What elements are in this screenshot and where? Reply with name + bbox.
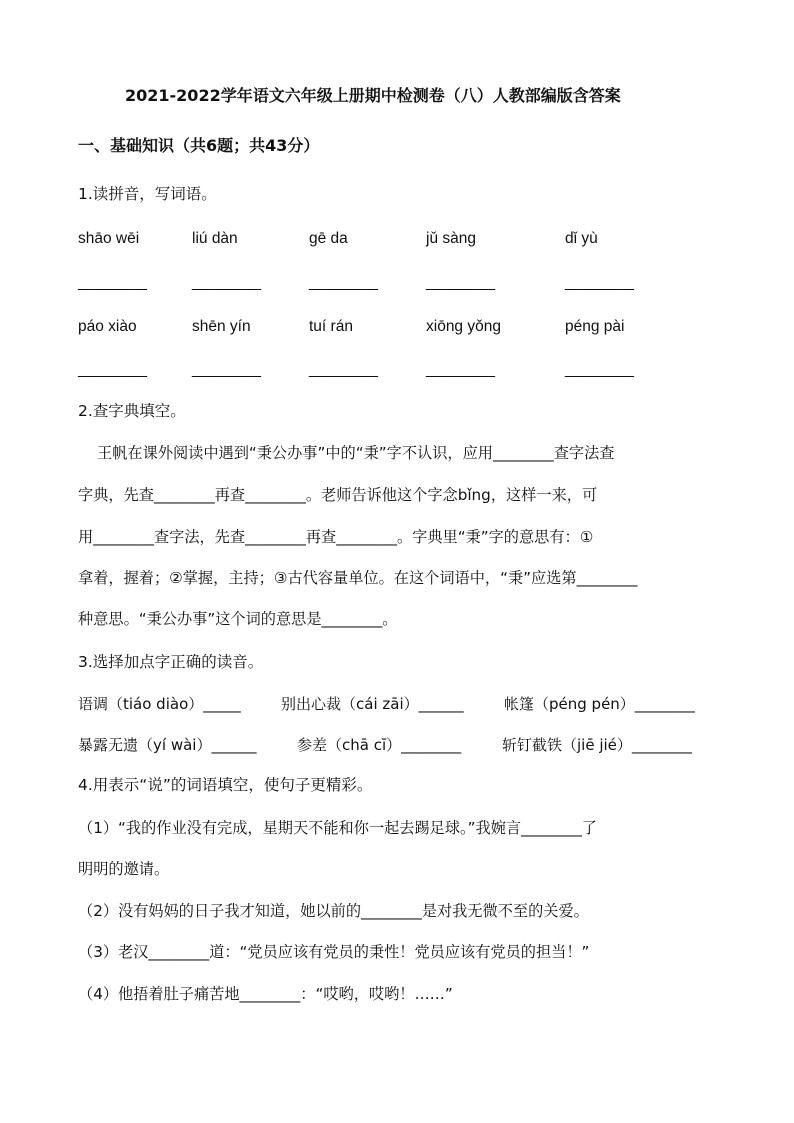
answer-blank[interactable]: ________ bbox=[565, 274, 634, 291]
sentence-line: （4）他捂着肚子痛苦地________：“哎哟，哎哟！……” bbox=[78, 985, 453, 1003]
answer-blank[interactable]: ________ bbox=[78, 274, 147, 291]
section-heading: 一、基础知识（共6题；共43分） bbox=[78, 136, 320, 155]
reading-choice: 参差（chā cī）________ bbox=[297, 736, 462, 754]
reading-choice: 语调（tiáo diào）_____ bbox=[78, 695, 241, 713]
sentence-line: （2）没有妈妈的日子我才知道，她以前的________是对我无微不至的关爱。 bbox=[78, 902, 589, 920]
pinyin-item: gē da bbox=[309, 230, 348, 247]
paragraph-line: 种意思。“秉公办事”这个词的意思是________。 bbox=[78, 610, 398, 628]
pinyin-item: liú dàn bbox=[192, 230, 238, 247]
page-title: 2021-2022学年语文六年级上册期中检测卷（八）人教部编版含答案 bbox=[125, 86, 621, 105]
answer-blank[interactable]: ________ bbox=[192, 361, 261, 378]
answer-blank[interactable]: ________ bbox=[565, 361, 634, 378]
reading-choice: 帐篷（péng pén）________ bbox=[504, 695, 695, 713]
question-1-prompt: 1.读拼音，写词语。 bbox=[78, 185, 217, 203]
answer-blank[interactable]: ________ bbox=[426, 274, 495, 291]
question-3-prompt: 3.选择加点字正确的读音。 bbox=[78, 653, 264, 671]
answer-blank[interactable]: ________ bbox=[192, 274, 261, 291]
sentence-line: （1）“我的作业没有完成，星期天不能和你一起去踢足球。”我婉言________了 bbox=[78, 819, 597, 837]
pinyin-item: tuí rán bbox=[309, 318, 353, 335]
question-4-prompt: 4.用表示“说”的词语填空，使句子更精彩。 bbox=[78, 776, 373, 794]
question-2-prompt: 2.查字典填空。 bbox=[78, 402, 186, 420]
answer-blank[interactable]: ________ bbox=[309, 361, 378, 378]
sentence-line: 明明的邀请。 bbox=[78, 860, 170, 878]
pinyin-item: jǔ sàng bbox=[426, 230, 476, 247]
pinyin-item: shāo wēi bbox=[78, 230, 140, 247]
answer-blank[interactable]: ________ bbox=[309, 274, 378, 291]
answer-blank[interactable]: ________ bbox=[78, 361, 147, 378]
reading-choice: 暴露无遗（yí wài）______ bbox=[78, 736, 257, 754]
answer-blank[interactable]: ________ bbox=[426, 361, 495, 378]
paragraph-line: 字典，先查________再查________。老师告诉他这个字念bǐng，这样一来，可 bbox=[78, 486, 598, 504]
pinyin-item: shēn yín bbox=[192, 318, 251, 335]
reading-choice: 斩钉截铁（jiē jié）________ bbox=[502, 736, 692, 754]
paragraph-line: 拿着，握着；②掌握，主持；③古代容量单位。在这个词语中，“秉”应选第________ bbox=[78, 569, 638, 587]
sentence-line: （3）老汉________道：“党员应该有党员的秉性！党员应该有党员的担当！” bbox=[78, 943, 590, 961]
pinyin-item: dǐ yù bbox=[565, 230, 598, 247]
paragraph-line: 王帆在课外阅读中遇到“秉公办事”中的“秉”字不认识，应用________查字法查 bbox=[97, 444, 615, 462]
paragraph-line: 用________查字法，先查________再查________。字典里“秉”字的意思有：① bbox=[78, 528, 594, 546]
pinyin-item: péng pài bbox=[565, 318, 625, 335]
pinyin-item: páo xiào bbox=[78, 318, 137, 335]
pinyin-item: xiōng yǒng bbox=[426, 318, 501, 335]
reading-choice: 别出心裁（cái zāi）______ bbox=[281, 695, 464, 713]
